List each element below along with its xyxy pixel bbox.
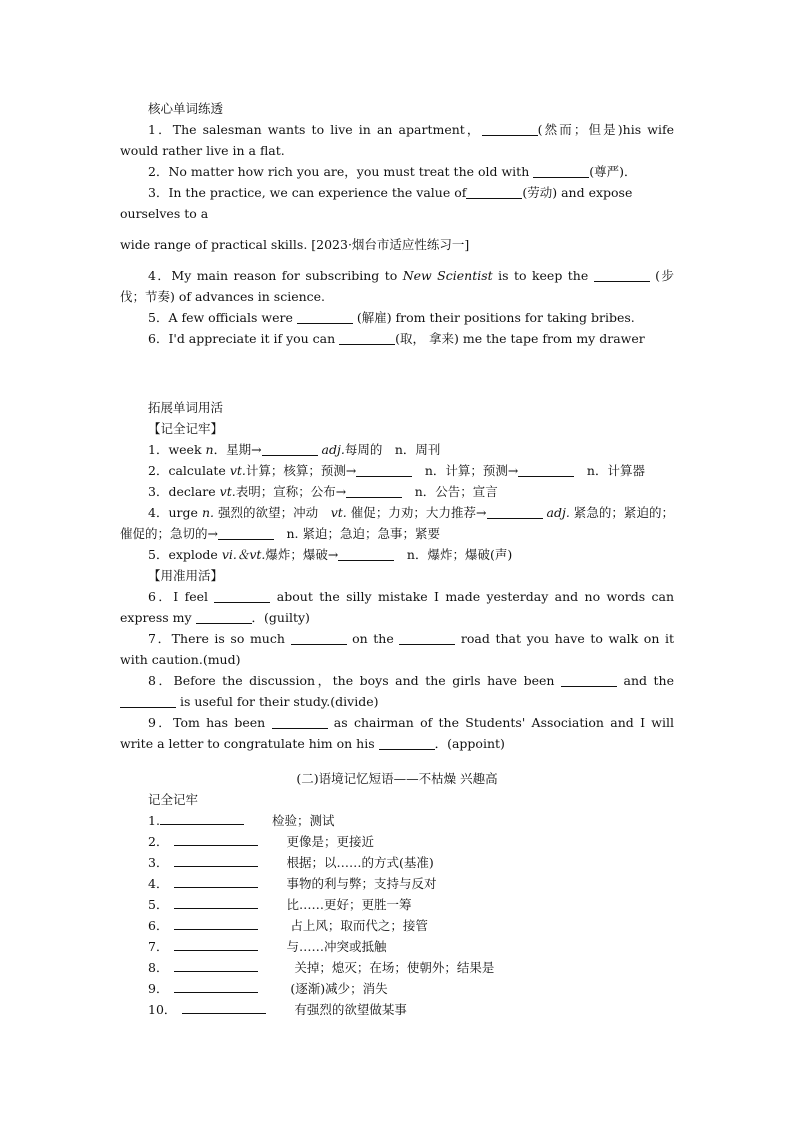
exercise-9-appoint: 9．Tom has been as chairman of the Students' Association and I will write a letter to congratulate him on his ．(appoint): [120, 715, 674, 751]
exercise-6: 6．I'd appreciate it if you can (取， 拿来) me the tape from my drawer: [148, 331, 645, 346]
answer-blank[interactable]: [262, 442, 318, 456]
section-heading-extended-words: 拓展单词用活: [148, 400, 224, 415]
magazine-title: New Scientist: [402, 268, 493, 283]
answer-blank[interactable]: [174, 853, 258, 867]
word-item-5: 5．explode vi.＆vt.爆炸；爆破→ n．爆炸；爆破(声): [148, 547, 513, 562]
answer-blank[interactable]: [482, 122, 538, 136]
phrase-list: [120, 810, 674, 1020]
answer-blank[interactable]: [174, 958, 258, 972]
exercise-1: 1．The salesman wants to live in an apartment， (然而；但是)his wife would rather live in a flat.: [120, 122, 674, 158]
exercise-3-continued: wide range of practical skills. [2023·烟台市适应性练习一]: [120, 237, 470, 252]
answer-blank[interactable]: [174, 874, 258, 888]
answer-blank[interactable]: [594, 268, 650, 282]
exercise-7-mud: 7．There is so much on the road that you have to walk on it with caution.(mud): [120, 631, 674, 667]
phrase-row: 5． 比……更好；更胜一筹: [148, 897, 412, 912]
answer-blank[interactable]: [356, 463, 412, 477]
answer-blank[interactable]: [518, 463, 574, 477]
exercise-4: 4．My main reason for subscribing to New Scientist is to keep the (步伐；节奏) of advances in science.: [120, 268, 674, 304]
worksheet-page: [120, 98, 674, 1020]
answer-blank[interactable]: [561, 673, 617, 687]
answer-blank[interactable]: [272, 715, 328, 729]
answer-blank[interactable]: [174, 895, 258, 909]
phrase-row: 6． 占上风；取而代之；接管: [148, 918, 428, 933]
subheading-memorize: 【记全记牢】: [148, 421, 224, 436]
answer-blank[interactable]: [174, 832, 258, 846]
exercise-8-divide: 8．Before the discussion，the boys and the girls have been and the is useful for their study.(divide): [120, 670, 674, 712]
section-title-phrases: (二)语境记忆短语——不枯燥 兴趣高: [296, 771, 498, 786]
phrase-row: 2． 更像是；更接近: [148, 834, 374, 849]
word-item-3: 3．declare vt.表明；宣称；公布→ n．公告；宣言: [148, 484, 498, 499]
phrase-row: 9． (逐渐)减少；消失: [148, 981, 388, 996]
answer-blank[interactable]: [346, 484, 402, 498]
answer-blank[interactable]: [339, 331, 395, 345]
exercise-6-guilty: 6．I feel about the silly mistake I made yesterday and no words can express my ．(guilty): [120, 589, 675, 625]
word-item-2: 2．calculate vt.计算；核算；预测→ n．计算；预测→ n．计算器: [148, 463, 645, 478]
answer-blank[interactable]: [379, 736, 435, 750]
word-item-1: 1．week n．星期→ adj.每周的 n．周刊: [148, 442, 441, 457]
answer-blank[interactable]: [487, 505, 543, 519]
exercise-3: 3．In the practice, we can experience the value of (劳动) and expose ourselves to a: [120, 185, 633, 221]
word-item-4: 4．urge n. 强烈的欲望；冲动 vt. 催促；力劝；大力推荐→ adj. 紧急的；紧迫的；催促的；急切的→ n. 紧迫；急迫；急事；紧要: [120, 505, 674, 541]
phrase-row: 4． 事物的利与弊；支持与反对: [148, 876, 437, 891]
answer-blank[interactable]: [160, 811, 244, 825]
phrase-row: 10． 有强烈的欲望做某事: [148, 1002, 407, 1017]
phrase-row: 8． 关掉；熄灭；在场；使朝外；结果是: [148, 960, 495, 975]
section-heading-core-words: 核心单词练透: [148, 101, 224, 116]
answer-blank[interactable]: [399, 631, 455, 645]
phrase-row: 7． 与……冲突或抵触: [148, 939, 387, 954]
answer-blank[interactable]: [533, 164, 589, 178]
subheading-apply: 【用准用活】: [148, 568, 224, 583]
answer-blank[interactable]: [338, 547, 394, 561]
answer-blank[interactable]: [174, 937, 258, 951]
exercise-2: 2．No matter how rich you are，you must treat the old with (尊严)．: [148, 164, 637, 179]
answer-blank[interactable]: [182, 1000, 266, 1014]
exercise-5: 5．A few officials were (解雇) from their positions for taking bribes.: [148, 310, 635, 325]
answer-blank[interactable]: [174, 916, 258, 930]
answer-blank[interactable]: [291, 631, 347, 645]
answer-blank[interactable]: [196, 610, 252, 624]
answer-blank[interactable]: [120, 694, 176, 708]
subheading-phrases-memorize: 记全记牢: [148, 792, 199, 807]
phrase-row: 1. 检验；测试: [148, 813, 335, 828]
answer-blank[interactable]: [214, 589, 270, 603]
phrase-row: 3． 根据；以……的方式(基准): [148, 855, 434, 870]
answer-blank[interactable]: [174, 979, 258, 993]
answer-blank[interactable]: [297, 310, 353, 324]
answer-blank[interactable]: [466, 185, 522, 199]
answer-blank[interactable]: [218, 526, 274, 540]
